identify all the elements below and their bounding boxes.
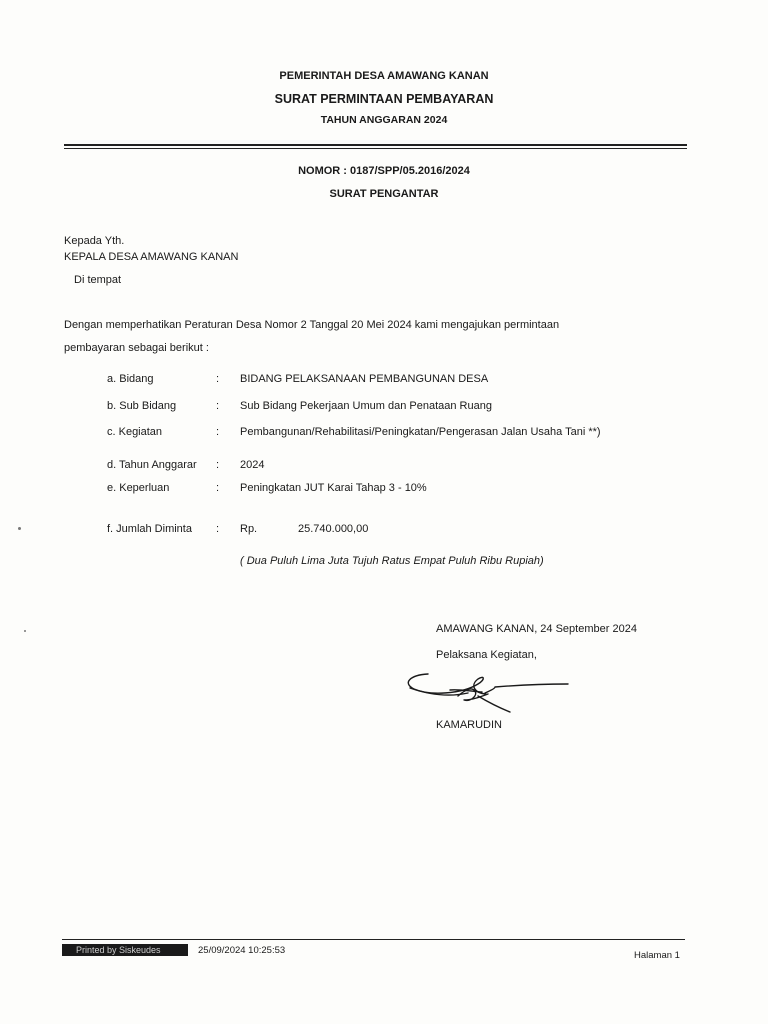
header-rule-thin: [64, 148, 687, 149]
footer-rule: [62, 939, 685, 940]
item-label: c. Kegiatan: [107, 426, 163, 438]
scan-speck: [18, 527, 21, 530]
item-value: 2024: [240, 459, 265, 471]
page-number: Halaman 1: [634, 950, 680, 961]
item-colon: :: [216, 426, 220, 438]
addressee-location: Di tempat: [74, 274, 122, 286]
government-name: PEMERINTAH DESA AMAWANG KANAN: [279, 70, 489, 82]
addressee-salutation: Kepada Yth.: [64, 235, 125, 247]
item-colon: :: [216, 373, 220, 385]
addressee-name: KEPALA DESA AMAWANG KANAN: [64, 251, 239, 263]
signer-name: KAMARUDIN: [436, 719, 503, 731]
amount-in-words: ( Dua Puluh Lima Juta Tujuh Ratus Empat Puluh Ribu Rupiah): [240, 555, 544, 567]
item-colon: :: [216, 459, 220, 471]
document-subtitle: SURAT PENGANTAR: [329, 188, 439, 200]
printed-by-badge: Printed by Siskeudes: [62, 944, 188, 956]
fiscal-year: TAHUN ANGGARAN 2024: [320, 114, 448, 126]
place-date: AMAWANG KANAN, 24 September 2024: [436, 623, 637, 635]
item-colon: :: [216, 400, 220, 412]
item-label: b. Sub Bidang: [107, 400, 177, 412]
intro-line-1: Dengan memperhatikan Peraturan Desa Nomor 2 Tanggal 20 Mei 2024 kami mengajukan permintaan: [64, 319, 560, 331]
amount-currency: Rp.: [240, 523, 258, 535]
item-colon: :: [216, 482, 220, 494]
document-title: SURAT PERMINTAAN PEMBAYARAN: [274, 92, 494, 106]
item-value: Sub Bidang Pekerjaan Umum dan Penataan Ruang: [240, 400, 492, 412]
amount-value: 25.740.000,00: [298, 523, 369, 535]
item-value: BIDANG PELAKSANAAN PEMBANGUNAN DESA: [240, 373, 489, 385]
document-number: NOMOR : 0187/SPP/05.2016/2024: [298, 165, 470, 177]
item-value: Pembangunan/Rehabilitasi/Peningkatan/Pengerasan Jalan Usaha Tani **): [240, 426, 601, 438]
header-rule-thick: [64, 144, 687, 146]
signer-role: Pelaksana Kegiatan,: [436, 649, 537, 661]
item-value: Peningkatan JUT Karai Tahap 3 - 10%: [240, 482, 427, 494]
item-label: d. Tahun Anggarar: [107, 459, 197, 471]
print-datetime: 25/09/2024 10:25:53: [198, 945, 286, 956]
item-label: e. Keperluan: [107, 482, 170, 494]
item-label: a. Bidang: [107, 373, 154, 385]
handwritten-signature: [400, 666, 575, 716]
amount-label: f. Jumlah Diminta: [107, 523, 192, 535]
intro-line-2: pembayaran sebagai berikut :: [64, 342, 209, 354]
scan-speck: [24, 630, 26, 632]
amount-colon: :: [216, 523, 220, 535]
